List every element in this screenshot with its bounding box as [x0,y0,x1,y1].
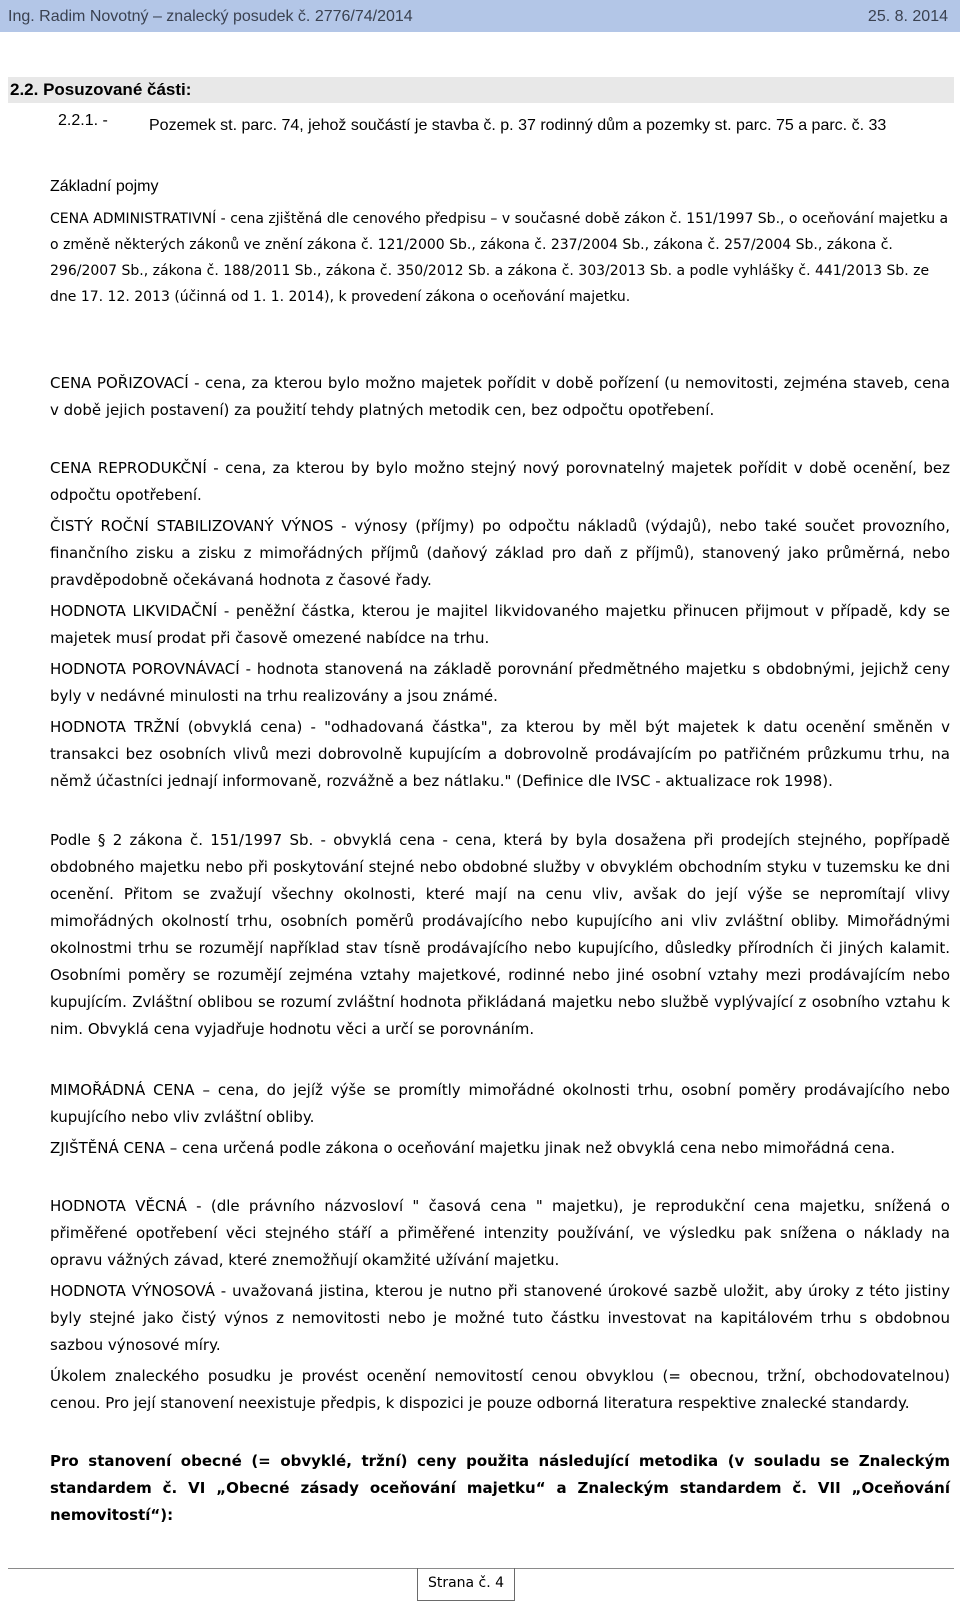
section-title: 2.2. Posuzované části: [10,80,192,99]
paragraph-obvykla-cena: Podle § 2 zákona č. 151/1997 Sb. - obvyklá cena - cena, která by byla dosažena při prodejích stejného, popřípadě obdobného majetku nebo při poskytování stejné nebo obdobné služby v obvyklém obchodním styku v tuzemsku ke dni ocenění. Přitom se zvažují všechny okolnosti, které mají na cenu vliv, avšak do její výše se nepromítají vlivy mimořádných okolností trhu, osobních poměrů prodávajícího nebo kupujícího ani vliv zvláštní obliby. Mimořádnými okolnostmi trhu se rozumějí například stav tísně prodávajícího nebo kupujícího, důsledky přírodních či jiných kalamit. Osobními poměry se rozumějí zejména vztahy majetkové, rodinné nebo jiné osobní vztahy mezi prodávajícím nebo kupujícím. Zvláštní oblibou se rozumí zvláštní hodnota přikládaná majetku nebo službě vyplývající z osobního vztahu k nim. Obvyklá cena vyjadřuje hodnotu věci a určí se porovnáním. [50,831,950,1038]
header-date: 25. 8. 2014 [867,8,948,25]
paragraph-hodnota-porovnavaci: HODNOTA POROVNÁVACÍ - hodnota stanovená na základě porovnání předmětného majetku s obdobnými, jejichž ceny byly v nedávné minulosti na trhu realizovány a jsou známé. [50,660,950,705]
page-header [0,0,960,32]
paragraph-metodika: Pro stanovení obecné (= obvyklé, tržní) ceny použita následující metodika (v souladu se Znaleckým standardem č. VI „Obecné zásady oceňování majetku“ a Znaleckým standardem č. VII „Oceňování nemovitostí“): [50,1452,950,1524]
paragraph-hodnota-trzni: HODNOTA TRŽNÍ (obvyklá cena) - "odhadovaná částka", za kterou by měl být majetek k datu ocenění směněn v transakci bez osobních vlivů mezi dobrovolně kupujícím a dobrovolně prodávajícím po patřičném průzkumu trhu, na němž účastníci jednají informovaně, rozvážně a bez nátlaku." (Definice dle IVSC - aktualizace rok 1998). [50,718,950,790]
part-number: 2.2.1. - [58,112,108,129]
paragraph-cena-administrativni: CENA ADMINISTRATIVNÍ - cena zjištěná dle cenového předpisu – v současné době zákon č. 151/1997 Sb., o oceňování majetku a o změně některých zákonů ve znění zákona č. 121/2000 Sb., zákona č. 237/2004 Sb., zákona č. 257/2004 Sb., zákona č. 296/2007 Sb., zákona č. 188/2011 Sb., zákona č. 350/2012 Sb. a zákona č. 303/2013 Sb. a podle vyhlášky č. 441/2013 Sb. ze dne 17. 12. 2013 (účinná od 1. 1. 2014), k provedení zákona o oceňování majetku. [50,211,949,305]
header-title: Ing. Radim Novotný – znalecký posudek č. 2776/74/2014 [8,8,413,25]
part-description: Pozemek st. parc. 74, jehož součástí je stavba č. p. 37 rodinný dům a pozemky st. parc. 75 a parc. č. 33 [149,117,887,134]
paragraph-zjistena-cena: ZJIŠTĚNÁ CENA – cena určená podle zákona o oceňování majetku jinak než obvyklá cena nebo mimořádná cena. [50,1139,895,1157]
paragraph-mimoradna-cena: MIMOŘÁDNÁ CENA – cena, do jejíž výše se promítly mimořádné okolnosti trhu, osobní poměry prodávajícího nebo kupujícího nebo vliv zvláštní obliby. [50,1081,950,1126]
paragraph-ukol-posudku: Úkolem znaleckého posudku je provést ocenění nemovitostí cenou obvyklou (= obecnou, tržní, obchodovatelnou) cenou. Pro její stanovení neexistuje předpis, k dispozici je pouze odborná literatura respektive znalecké standardy. [50,1367,950,1412]
paragraph-cena-reprodukcni: CENA REPRODUKČNÍ - cena, za kterou by bylo možno stejný nový porovnatelný majetek pořídit v době ocenění, bez odpočtu opotřebení. [50,459,950,504]
paragraph-hodnota-likvidacni: HODNOTA LIKVIDAČNÍ - peněžní částka, kterou je majitel likvidovaného majetku přinucen přijmout v případě, kdy se majetek musí prodat při časově omezené nabídce na trhu. [50,602,950,647]
paragraph-cena-porizovaci: CENA POŘIZOVACÍ - cena, za kterou bylo možno majetek pořídit v době pořízení (u nemovitosti, zejména staveb, cena v době jejich postavení) za použití tehdy platných metodik cen, bez odpočtu opotřebení. [50,374,950,419]
paragraph-hodnota-vynosova: HODNOTA VÝNOSOVÁ - uvažovaná jistina, kterou je nutno při stanovené úrokové sazbě uložit, aby úroky z této jistiny byly stejné jako čistý výnos z nemovitosti nebo je možné tuto částku investovat na kapitálovém trhu s obdobnou sazbou výnosové míry. [50,1282,950,1354]
paragraph-cisty-vynos: ČISTÝ ROČNÍ STABILIZOVANÝ VÝNOS - výnosy (příjmy) po odpočtu nákladů (výdajů), nebo také součet provozního, finančního zisku a zisku z mimořádných příjmů (daňový základ pro daň z příjmů), stanovený jako průměrná, nebo pravděpodobně očekávaná hodnota z časové řady. [50,517,950,589]
basics-heading: Základní pojmy [50,178,159,195]
page-number: Strana č. 4 [417,1568,515,1601]
section-heading [8,77,954,103]
paragraph-hodnota-vecna: HODNOTA VĚCNÁ - (dle právního názvosloví " časová cena " majetku), je reprodukční cena majetku, snížená o přiměřené opotřebení věci stejného stáří a přiměřené intenzity používání, ve výsledku pak snížena o náklady na opravu vážných závad, které znemožňují okamžité užívání majetku. [50,1197,950,1269]
